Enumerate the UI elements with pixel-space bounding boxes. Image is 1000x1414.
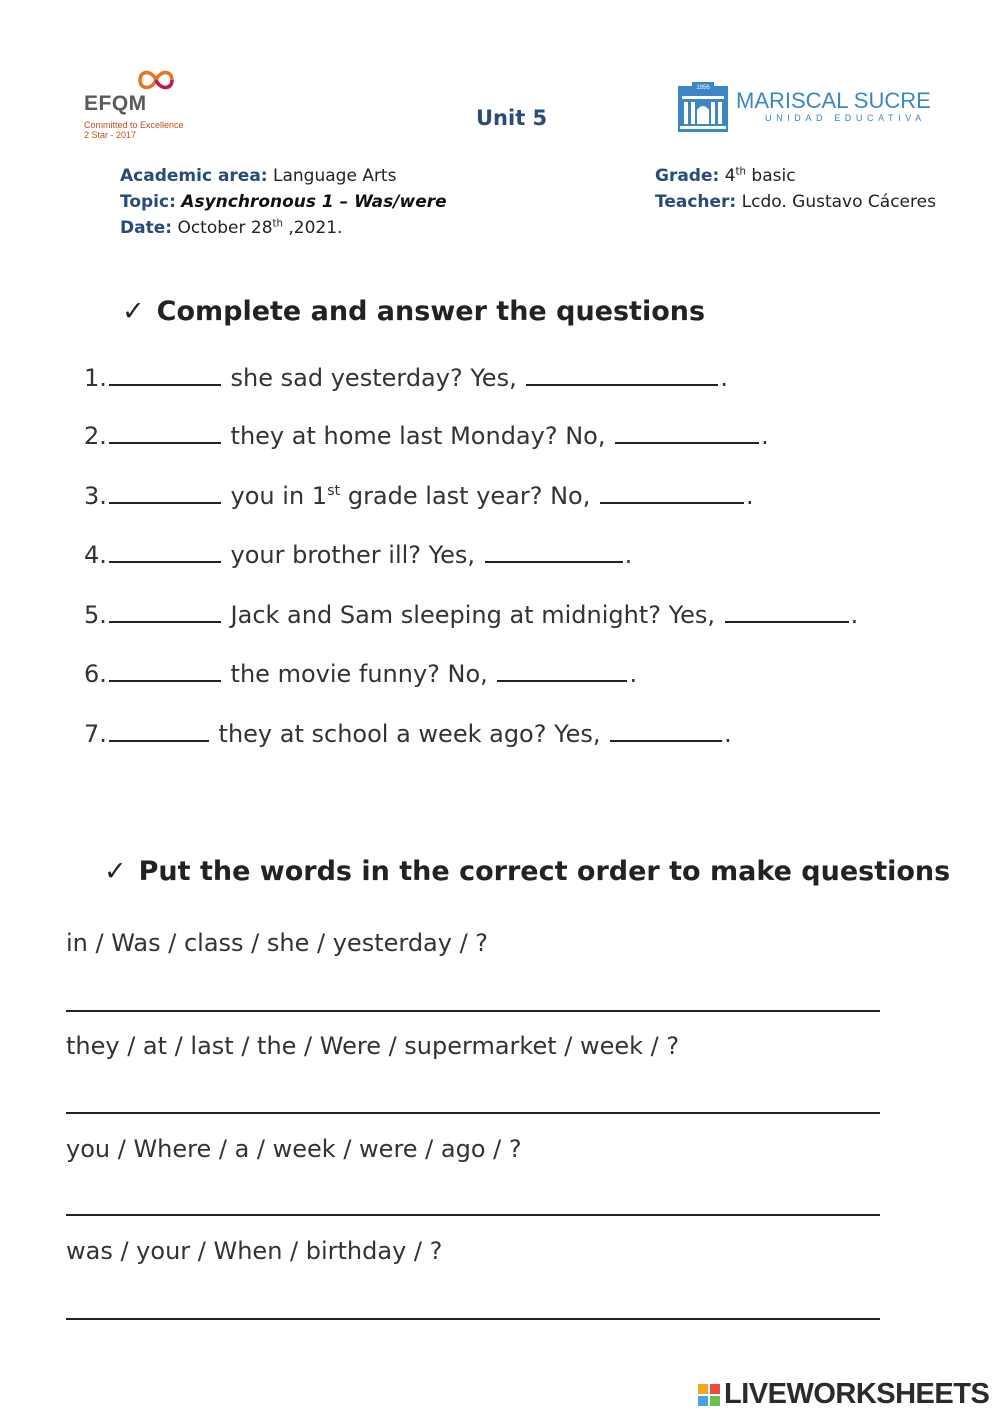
question-text: your brother ill? Yes, (230, 541, 476, 569)
school-building-icon (676, 80, 730, 134)
question-number: 4. (84, 541, 107, 569)
answer-line-3[interactable] (66, 1214, 880, 1216)
efqm-tagline: Committed to Excellence (84, 120, 184, 130)
grade-line (655, 166, 796, 186)
question-4 (84, 541, 632, 569)
liveworksheets-tiles-icon (698, 1384, 720, 1406)
answer-blank[interactable] (485, 560, 623, 563)
section1-title: Complete and answer the questions (156, 296, 706, 327)
grade-sup: th (735, 166, 746, 178)
question-7 (84, 720, 732, 748)
answer-blank[interactable] (109, 560, 221, 563)
word-order-prompt-2: they / at / last / the / Were / supermarket / week / ? (66, 1032, 680, 1060)
ordinal-sup: st (327, 483, 341, 499)
efqm-logo (84, 66, 194, 142)
academic-area-value: Language Arts (273, 166, 397, 186)
question-number: 5. (84, 601, 107, 629)
school-name: MARISCAL SUCRE (736, 88, 931, 113)
answer-line-2[interactable] (66, 1112, 880, 1114)
date-value: October 28 (177, 218, 273, 238)
question-end: . (850, 601, 859, 629)
question-5 (84, 601, 858, 629)
question-end: . (629, 660, 638, 688)
word-order-prompt-3: you / Where / a / week / were / ago / ? (66, 1135, 522, 1163)
answer-blank[interactable] (109, 620, 221, 623)
answer-blank[interactable] (109, 501, 221, 504)
efqm-wordmark: EFQM (84, 92, 147, 115)
date-label: Date: (120, 218, 173, 238)
answer-blank[interactable] (600, 501, 744, 504)
teacher-value: Lcdo. Gustavo Cáceres (741, 192, 936, 212)
question-2 (84, 422, 769, 450)
topic-label: Topic: (120, 192, 176, 212)
question-number: 6. (84, 660, 107, 688)
question-end: . (724, 720, 732, 748)
question-1 (84, 364, 728, 392)
answer-blank[interactable] (109, 383, 221, 386)
answer-blank[interactable] (526, 383, 718, 386)
topic-line (120, 192, 447, 212)
school-badge-year: 1956 (696, 85, 710, 91)
question-number: 3. (84, 482, 107, 510)
question-text: grade last year? No, (340, 482, 591, 510)
question-end: . (746, 482, 754, 510)
answer-blank[interactable] (610, 739, 722, 742)
question-text: the movie funny? No, (230, 660, 488, 688)
word-order-prompt-4: was / your / When / birthday / ? (66, 1237, 443, 1265)
answer-blank[interactable] (497, 679, 627, 682)
answer-blank[interactable] (109, 739, 209, 742)
question-text: she sad yesterday? Yes, (230, 364, 517, 392)
answer-line-1[interactable] (66, 1010, 880, 1012)
efqm-loop-icon (136, 66, 176, 94)
section2-title: Put the words in the correct order to make questions (138, 856, 951, 887)
answer-line-4[interactable] (66, 1318, 880, 1320)
question-number: 7. (84, 720, 107, 748)
liveworksheets-wordmark: LIVEWORKSHEETS (724, 1378, 990, 1410)
question-text-pre: you in 1 (230, 482, 328, 510)
question-number: 2. (84, 422, 107, 450)
answer-blank[interactable] (615, 441, 759, 444)
checkmark-icon: ✓ (104, 856, 127, 887)
checkmark-icon: ✓ (122, 296, 145, 327)
date-suffix-sup: th (272, 218, 283, 230)
grade-value: 4 (724, 166, 736, 186)
teacher-label: Teacher: (655, 192, 737, 212)
school-subtitle: UNIDAD EDUCATIVA (765, 113, 926, 123)
academic-area-label: Academic area: (120, 166, 268, 186)
question-text: Jack and Sam sleeping at midnight? Yes, (230, 601, 715, 629)
question-text: they at school a week ago? Yes, (218, 720, 601, 748)
answer-blank[interactable] (109, 441, 221, 444)
date-year: ,2021. (282, 218, 343, 238)
section1-heading (122, 296, 705, 327)
section2-heading (104, 856, 950, 887)
date-line (120, 218, 342, 238)
question-text: they at home last Monday? No, (230, 422, 606, 450)
word-order-prompt-1: in / Was / class / she / yesterday / ? (66, 929, 489, 957)
grade-label: Grade: (655, 166, 720, 186)
question-number: 1. (84, 364, 107, 392)
question-6 (84, 660, 637, 688)
question-end: . (624, 541, 633, 569)
question-end: . (720, 364, 728, 392)
answer-blank[interactable] (109, 679, 221, 682)
question-end: . (761, 422, 769, 450)
academic-area-line (120, 166, 396, 186)
topic-value: Asynchronous 1 – Was/were (181, 192, 447, 212)
answer-blank[interactable] (725, 620, 849, 623)
school-logo (676, 80, 946, 136)
question-3 (84, 482, 754, 510)
efqm-award: 2 Star - 2017 (84, 130, 137, 140)
teacher-line (655, 192, 936, 212)
page-title: Unit 5 (476, 106, 548, 130)
grade-suffix: basic (746, 166, 796, 186)
